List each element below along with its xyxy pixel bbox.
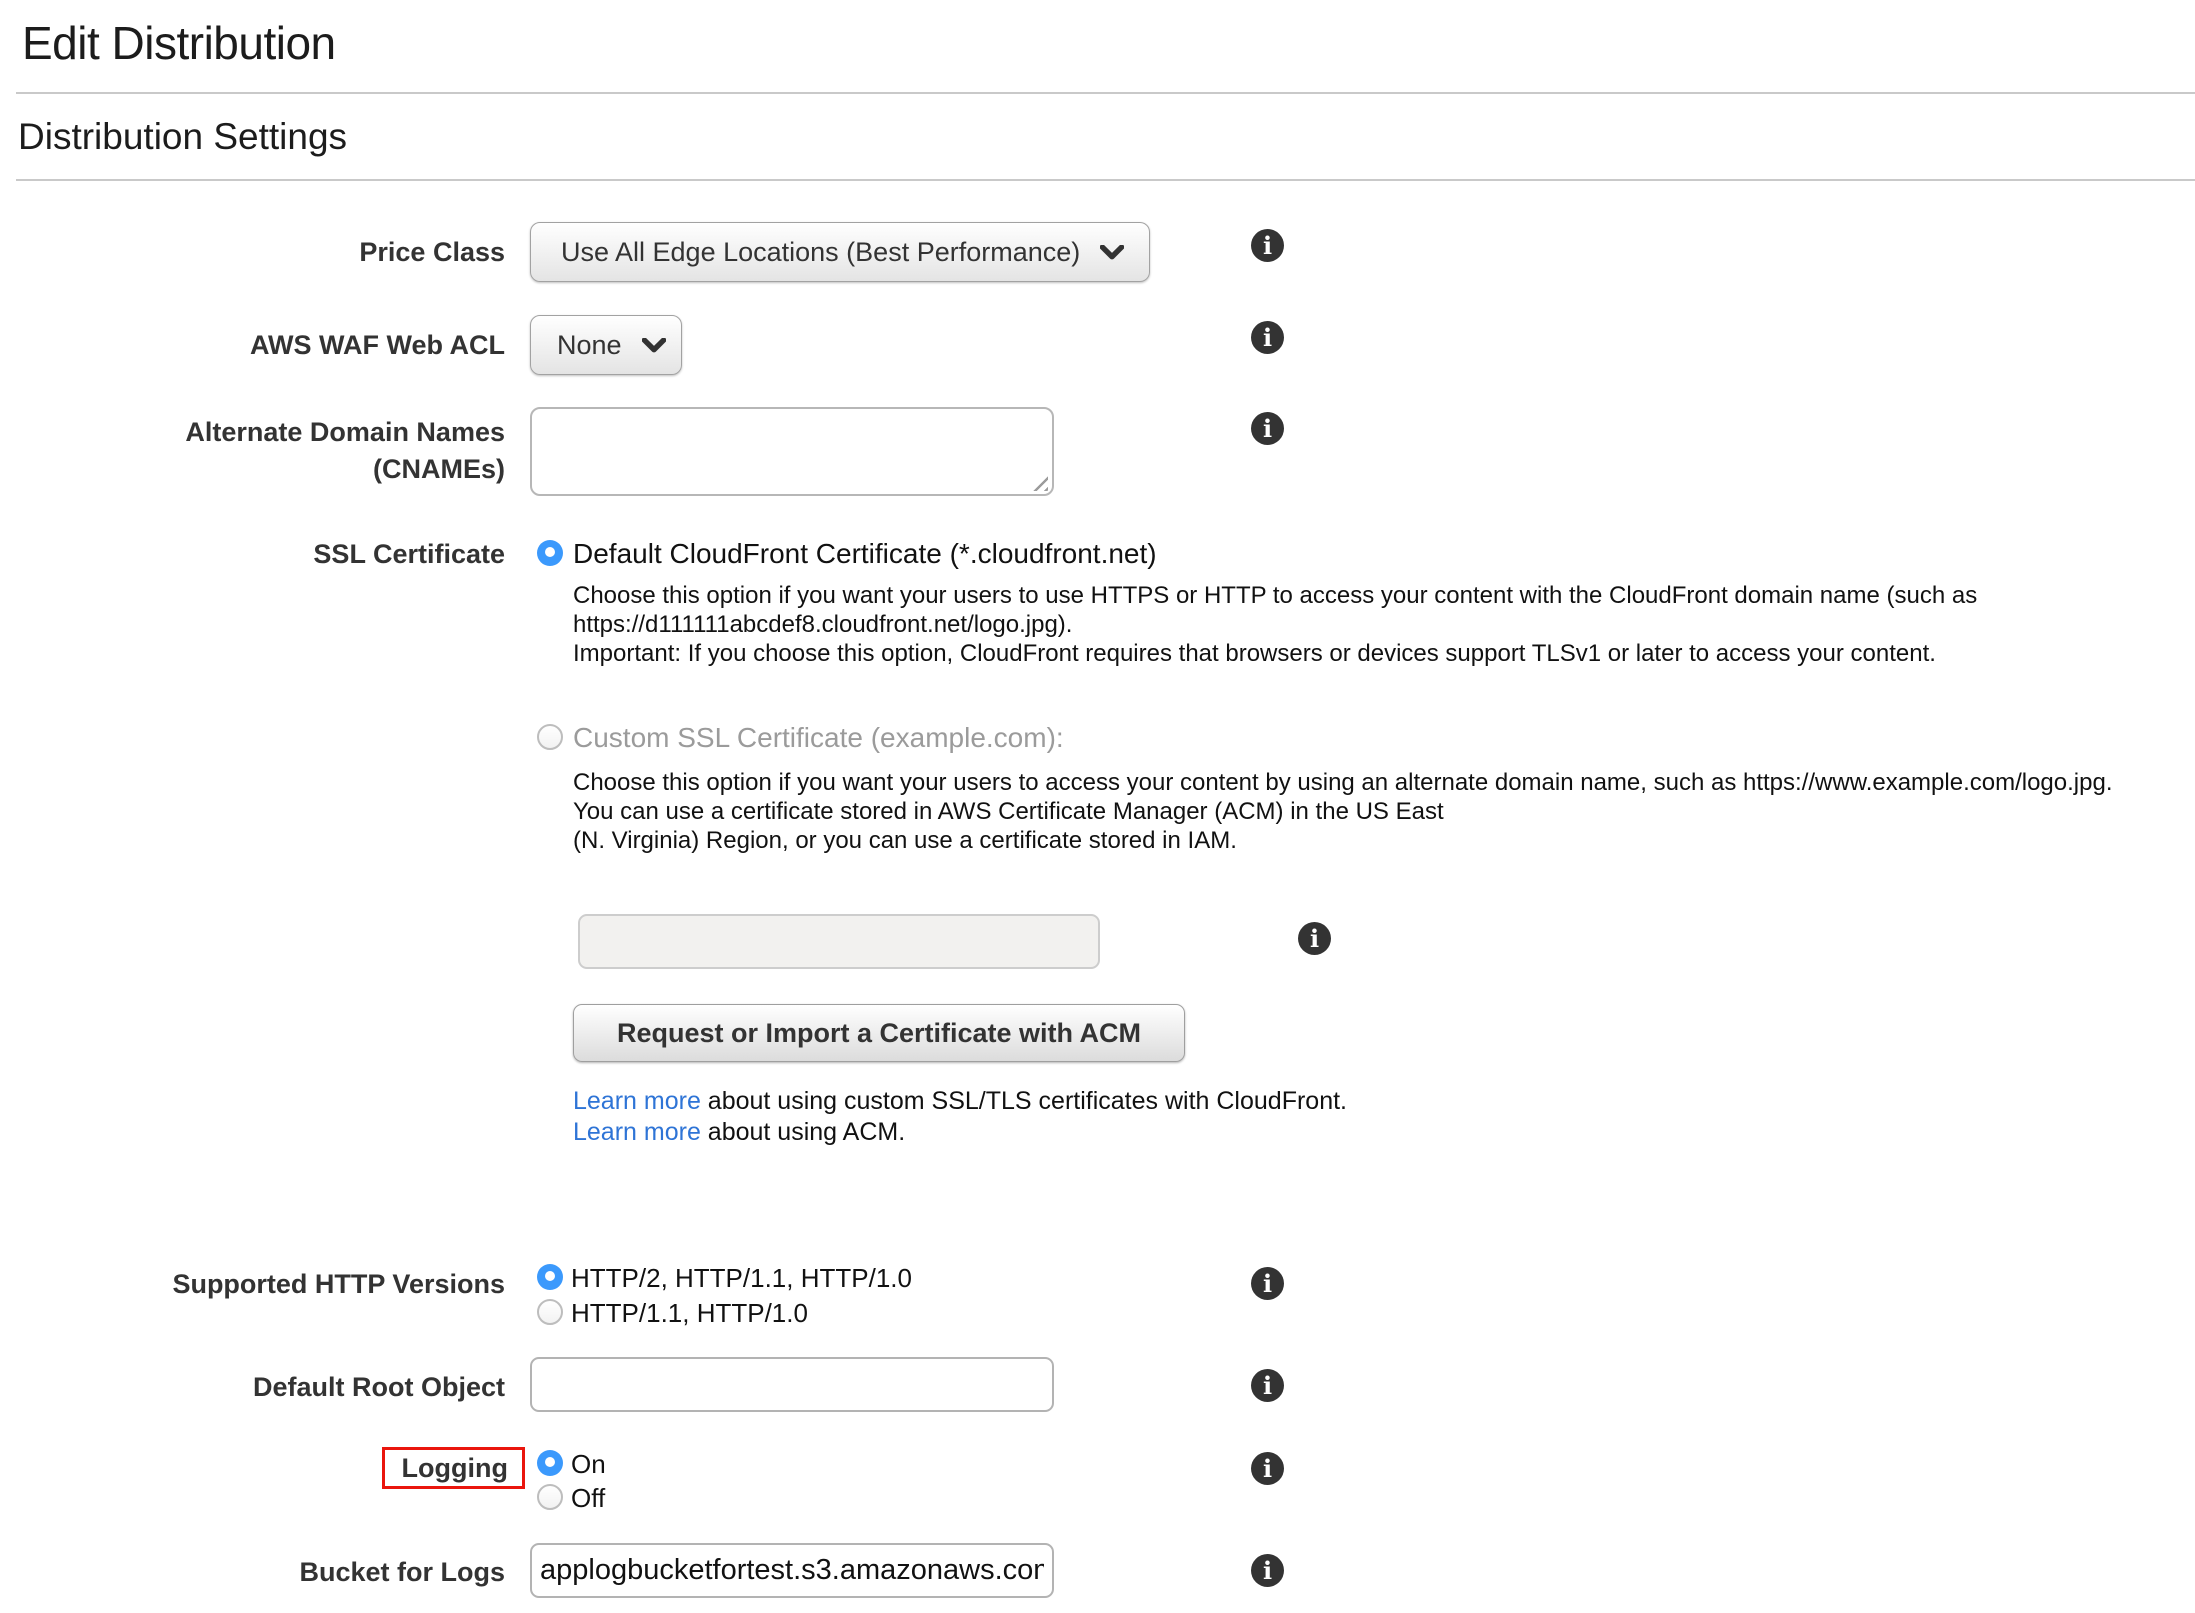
price-class-dropdown[interactable] bbox=[530, 222, 1150, 282]
desc-line: (N. Virginia) Region, or you can use a certificate stored in IAM. bbox=[573, 827, 1237, 854]
info-icon[interactable]: i bbox=[1251, 1369, 1284, 1402]
default-root-object-label: Default Root Object bbox=[252, 1372, 505, 1402]
desc-line: Choose this option if you want your users to access your content by using an alternate domain name, such as https://www.example.com/logo.jpg. bbox=[573, 769, 2113, 796]
learn-more-custom-ssl-text: about using custom SSL/TLS certificates with CloudFront. bbox=[700, 1087, 1347, 1115]
ssl-default-radio[interactable] bbox=[537, 540, 563, 566]
http-versions-radio-http11[interactable] bbox=[537, 1299, 563, 1325]
logging-on-label[interactable]: On bbox=[571, 1449, 606, 1479]
default-root-object-input[interactable] bbox=[530, 1357, 1054, 1412]
waf-web-acl-value: None bbox=[557, 329, 622, 360]
logging-off-label[interactable]: Off bbox=[571, 1483, 606, 1513]
info-icon[interactable]: i bbox=[1251, 229, 1284, 262]
info-icon[interactable]: i bbox=[1251, 321, 1284, 354]
bucket-for-logs-label: Bucket for Logs bbox=[299, 1557, 505, 1587]
page-title: Edit Distribution bbox=[22, 17, 336, 69]
desc-line: Choose this option if you want your users to use HTTPS or HTTP to access your content with the CloudFront domain name (such as bbox=[573, 582, 1978, 609]
info-icon[interactable]: i bbox=[1298, 922, 1331, 955]
ssl-custom-radio-label[interactable]: Custom SSL Certificate (example.com): bbox=[573, 722, 1064, 753]
chevron-down-icon bbox=[642, 338, 666, 353]
learn-more-custom-ssl-line bbox=[573, 1086, 1347, 1117]
ssl-custom-radio[interactable] bbox=[537, 724, 563, 750]
waf-web-acl-label: AWS WAF Web ACL bbox=[250, 330, 505, 360]
logging-highlight-box bbox=[382, 1447, 525, 1489]
custom-certificate-input[interactable] bbox=[578, 914, 1100, 969]
bucket-for-logs-input[interactable] bbox=[530, 1543, 1054, 1598]
learn-more-acm-line bbox=[573, 1117, 1347, 1148]
cnames-textarea[interactable] bbox=[530, 407, 1054, 496]
info-icon[interactable]: i bbox=[1251, 1267, 1284, 1300]
learn-more-links bbox=[573, 1086, 1347, 1148]
ssl-default-description bbox=[573, 581, 1977, 668]
info-icon[interactable]: i bbox=[1251, 1554, 1284, 1587]
http-versions-option1-label[interactable]: HTTP/2, HTTP/1.1, HTTP/1.0 bbox=[571, 1263, 912, 1293]
section-title: Distribution Settings bbox=[18, 116, 348, 157]
logging-radio-on[interactable] bbox=[537, 1450, 563, 1476]
divider bbox=[16, 92, 2195, 94]
learn-more-custom-ssl-link[interactable]: Learn more bbox=[573, 1087, 701, 1115]
ssl-default-radio-label[interactable]: Default CloudFront Certificate (*.cloudfront.net) bbox=[573, 538, 1157, 569]
waf-web-acl-dropdown[interactable] bbox=[530, 315, 682, 375]
cnames-label-line2: (CNAMEs) bbox=[373, 454, 505, 484]
http-versions-option2-label[interactable]: HTTP/1.1, HTTP/1.0 bbox=[571, 1298, 808, 1328]
desc-line: https://d111111abcdef8.cloudfront.net/logo.jpg). bbox=[573, 611, 1073, 638]
info-icon[interactable]: i bbox=[1251, 412, 1284, 445]
logging-label: Logging bbox=[401, 1452, 508, 1483]
cnames-label-line1: Alternate Domain Names bbox=[185, 417, 505, 447]
divider bbox=[16, 179, 2195, 181]
ssl-certificate-label: SSL Certificate bbox=[313, 539, 505, 569]
price-class-label: Price Class bbox=[359, 237, 505, 267]
learn-more-acm-link[interactable]: Learn more bbox=[573, 1118, 701, 1146]
http-versions-label: Supported HTTP Versions bbox=[172, 1269, 505, 1299]
desc-line: You can use a certificate stored in AWS Certificate Manager (ACM) in the US East bbox=[573, 798, 1444, 825]
http-versions-radio-http2[interactable] bbox=[537, 1264, 563, 1290]
info-icon[interactable]: i bbox=[1251, 1452, 1284, 1485]
logging-radio-off[interactable] bbox=[537, 1484, 563, 1510]
desc-line: Important: If you choose this option, CloudFront requires that browsers or devices support TLSv1 or later to access your content. bbox=[573, 640, 1936, 667]
chevron-down-icon bbox=[1100, 245, 1124, 260]
request-acm-certificate-button[interactable]: Request or Import a Certificate with ACM bbox=[573, 1004, 1185, 1062]
cnames-label bbox=[0, 414, 505, 488]
ssl-custom-description bbox=[573, 768, 2113, 855]
price-class-value: Use All Edge Locations (Best Performance) bbox=[561, 236, 1081, 267]
learn-more-acm-text: about using ACM. bbox=[700, 1118, 906, 1146]
